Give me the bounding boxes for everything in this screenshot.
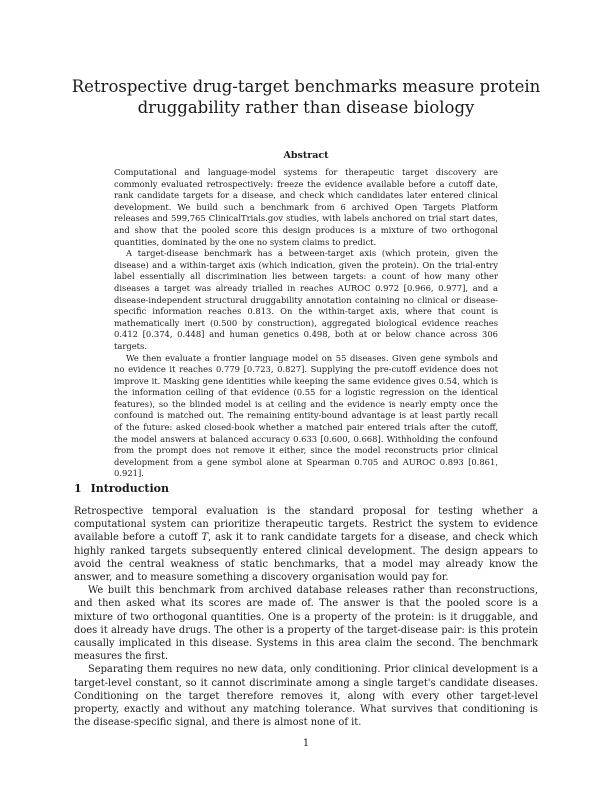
abstract-heading: Abstract bbox=[283, 150, 329, 161]
section-number: 1 bbox=[74, 482, 82, 495]
body-text-run: , ask it to rank candidate targets for a disease, and check which highly ranked targets subsequently entered clinical development. The design appears to avoid the central weakness of static benchmarks, that a model may already know the answer, and to measure something a discovery organisation would pay for. bbox=[74, 532, 538, 584]
paper-title: Retrospective drug-target benchmarks measure protein druggability rather than disease biology bbox=[71, 77, 541, 117]
introduction-body bbox=[74, 505, 538, 729]
math-variable: T bbox=[201, 532, 209, 544]
body-paragraph bbox=[74, 505, 538, 584]
section-heading-introduction bbox=[74, 482, 169, 495]
body-paragraph: Separating them requires no new data, only conditioning. Prior clinical development is a target-level constant, so it cannot discriminate among a single target's candidate diseases. Conditioning on the target therefore removes it, along with every other target-level property, exactly and without any matching tolerance. What survives that conditioning is the disease-specific signal, and there is almost none of it. bbox=[74, 664, 538, 729]
abstract bbox=[114, 167, 498, 480]
body-text-run: Retrospective temporal evaluation is the standard proposal for testing whether a computational system can prioritize therapeutic targets. Restrict the system to evidence available before a cutoff bbox=[74, 506, 538, 544]
body-paragraph: We built this benchmark from archived database releases rather than reconstructions, and then asked what its scores are made of. The answer is that the pooled score is a mixture of two orthogonal quantities. One is a property of the protein: is it druggable, and does it already have drugs. The other is a property of the target-disease pair: is this protein causally implicated in this disease. Systems in this area claim the second. The benchmark measures the first. bbox=[74, 585, 538, 663]
section-title: Introduction bbox=[90, 482, 169, 495]
abstract-paragraph: We then evaluate a frontier language model on 55 diseases. Given gene symbols and no evidence it reaches 0.779 [0.723, 0.827]. Supplying the pre-cutoff evidence does not improve it. Masking gene identities while keeping the same evidence gives 0.54, which is the information ceiling of that evidence (0.55 for a logistic regression on the identical features), so the blinded model is at ceiling and the evidence is nearly empty once the confound is matched out. The remaining entity-bound advantage is at least partly recall of the future: asked closed-book whether a matched pair entered trials after the cutoff, the model answers at balanced accuracy 0.633 [0.600, 0.668]. Withholding the confound from the prompt does not remove it either, since the model reconstructs prior clinical development from a gene symbol alone at Spearman 0.705 and AUROC 0.893 [0.861, 0.921]. bbox=[114, 352, 498, 479]
page-number: 1 bbox=[302, 738, 310, 749]
abstract-paragraph: A target-disease benchmark has a between-target axis (which protein, given the disease) and a within-target axis (which indication, given the protein). On the trial-entry label essentially all discrimination lies between targets: a count of how many other diseases a target was already trialled in reaches AUROC 0.972 [0.966, 0.977], and a disease-independent structural druggability annotation containing no clinical or disease-specific information reaches 0.813. On the within-target axis, where that count is mathematically inert (0.500 by construction), aggregated biological evidence reaches 0.412 [0.374, 0.448] and human genetics 0.498, both at or below chance across 306 targets. bbox=[114, 248, 498, 351]
abstract-paragraph: Computational and language-model systems for therapeutic target discovery are commonly evaluated retrospectively: freeze the evidence available before a cutoff date, rank candidate targets for a disease, and check which candidates later entered clinical development. We build such a benchmark from 6 archived Open Targets Platform releases and 599,765 ClinicalTrials.gov studies, with labels anchored on trial start dates, and show that the pooled score this design produces is a mixture of two orthogonal quantities, dominated by the one no system claims to predict. bbox=[114, 167, 498, 247]
